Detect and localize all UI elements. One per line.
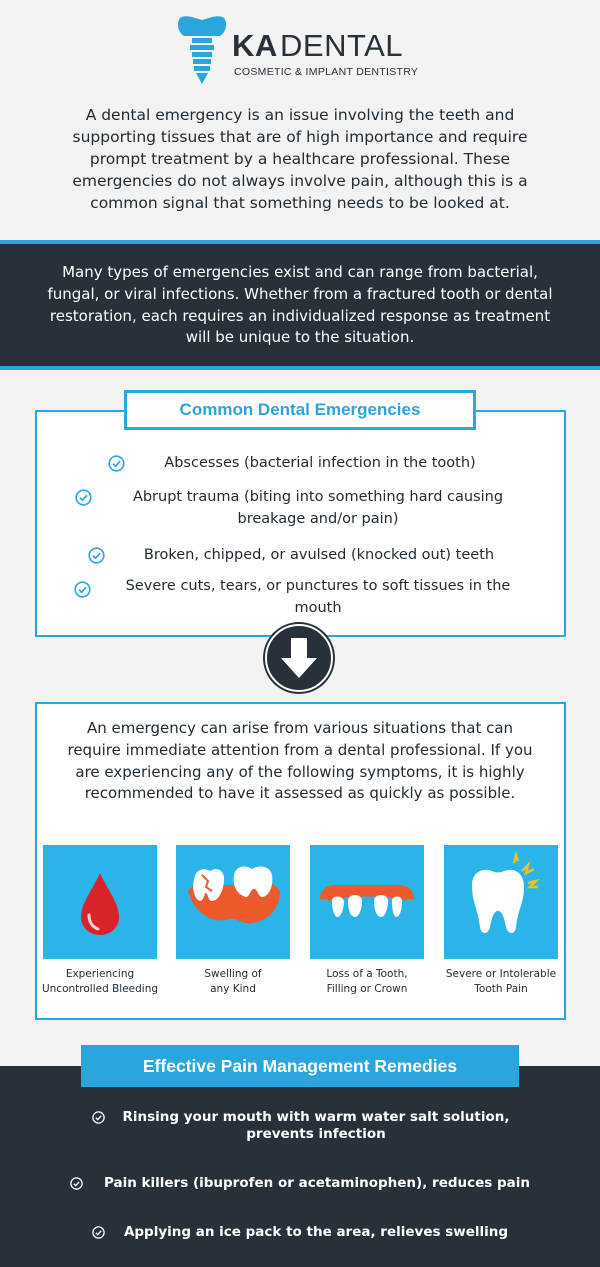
check-icon — [108, 455, 125, 472]
missing-tooth-icon — [310, 845, 424, 959]
check-icon — [75, 489, 92, 506]
remedy-item: Rinsing your mouth with warm water salt solution, prevents infection — [122, 1109, 510, 1142]
blood-drop-icon — [43, 845, 157, 959]
logo-dental: DENTAL — [280, 28, 404, 63]
emergencies-title: Common Dental Emergencies — [124, 390, 476, 430]
emergency-item: Severe cuts, tears, or punctures to soft tissues in the mouth — [125, 578, 511, 616]
check-icon — [70, 1177, 83, 1190]
check-icon — [92, 1111, 105, 1124]
logo-ka: KA — [232, 28, 278, 63]
arrow-down-icon — [263, 622, 335, 694]
check-icon — [88, 547, 105, 564]
symptom-label: Swelling of any Kind — [204, 968, 262, 995]
symptoms-paragraph: An emergency can arise from various situations that can require immediate attention from a dental professional. If you are experiencing any of the following symptoms, it is highly recommended to have it assessed as quickly as possible. — [67, 719, 533, 803]
check-icon — [74, 581, 91, 598]
check-icon — [92, 1226, 105, 1239]
tooth-implant-icon — [176, 14, 228, 86]
remedy-item: Pain killers (ibuprofen or acetaminophen), reduces pain — [103, 1175, 531, 1191]
symptom-label: Severe or Intolerable Tooth Pain — [445, 968, 557, 995]
remedy-item: Applying an ice pack to the area, relieves swelling — [123, 1224, 509, 1240]
painful-tooth-icon — [444, 845, 558, 959]
symptom-label: Loss of a Tooth, Filling or Crown — [326, 968, 408, 995]
symptom-label: Experiencing Uncontrolled Bleeding — [41, 968, 159, 995]
swollen-gums-icon — [176, 845, 290, 959]
remedies-title: Effective Pain Management Remedies — [81, 1045, 519, 1087]
intro-paragraph: A dental emergency is an issue involving the teeth and supporting tissues that are of high importance and require prompt treatment by a healthcare professional. These emergencies do not always involve pain, although this is a common signal that something needs to be looked at. — [72, 106, 528, 212]
logo-subtitle: COSMETIC & IMPLANT DENTISTRY — [234, 66, 419, 78]
emergency-item: Broken, chipped, or avulsed (knocked out) teeth — [143, 547, 495, 563]
emergency-item: Abscesses (bacterial infection in the tooth) — [164, 455, 476, 471]
logo — [176, 14, 436, 86]
info-band — [0, 240, 600, 370]
emergency-item: Abrupt trauma (biting into something hard causing breakage and/or pain) — [132, 489, 504, 527]
band-paragraph: Many types of emergencies exist and can range from bacterial, fungal, or viral infections. Whether from a fractured tooth or dental restoration, each requires an individualized response as treatment will be unique to the situation. — [47, 263, 553, 347]
